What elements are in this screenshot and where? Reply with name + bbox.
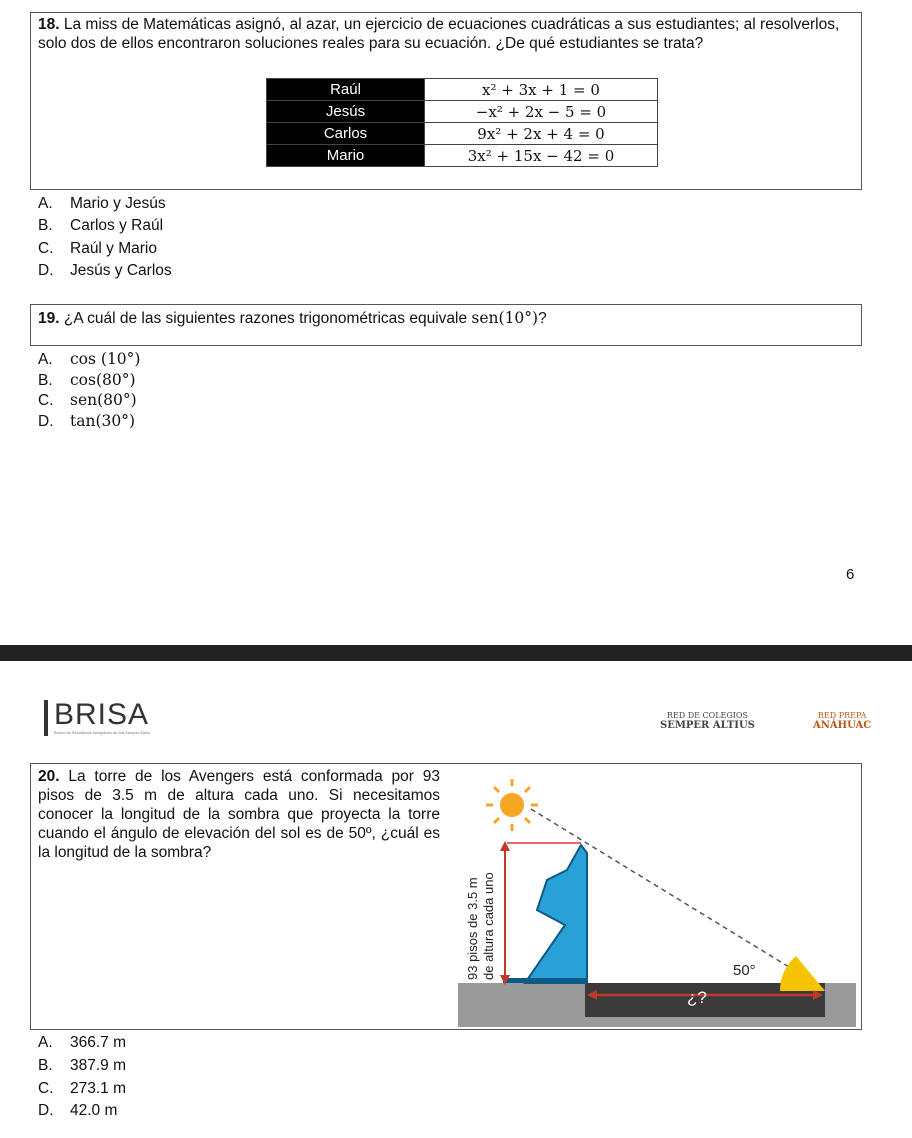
q18-option-b[interactable] bbox=[38, 216, 163, 236]
option-letter: D. bbox=[38, 262, 54, 279]
option-letter: D. bbox=[38, 1102, 54, 1119]
q18-number: 18. bbox=[38, 16, 60, 33]
anahuac-top: RED PREPA bbox=[817, 711, 867, 720]
table-row bbox=[267, 145, 658, 167]
option-text: 387.9 m bbox=[70, 1057, 127, 1074]
option-letter: C. bbox=[38, 392, 54, 409]
q19-number: 19. bbox=[38, 310, 60, 327]
option-letter: A. bbox=[38, 1034, 53, 1051]
q20-option-c[interactable] bbox=[38, 1079, 126, 1099]
q19-option-a[interactable] bbox=[38, 349, 140, 370]
option-letter: A. bbox=[38, 195, 53, 212]
q19-option-b[interactable] bbox=[38, 370, 136, 391]
angle-label: 50° bbox=[733, 962, 756, 979]
option-text: cos (10°) bbox=[70, 350, 141, 368]
semper-altius-logo bbox=[660, 712, 755, 731]
option-text: Mario y Jesús bbox=[70, 195, 166, 212]
q18-question bbox=[38, 15, 860, 53]
brisa-logo-text: BRISA bbox=[54, 698, 150, 731]
q19-text-after: ? bbox=[538, 310, 547, 327]
table-row bbox=[267, 123, 658, 145]
q20-number: 20. bbox=[38, 768, 60, 785]
tower-shadow-figure bbox=[455, 765, 859, 1028]
student-name: Raúl bbox=[267, 79, 425, 101]
anahuac-logo bbox=[813, 712, 871, 731]
q20-text: La torre de los Avengers está conformada por 93 pisos de 3.5 m de altura cada uno. Si necesitamos conocer la longitud de la sombra que proyecta la torre cuando el ángulo de elevación del sol es de 50º, ¿cuál es la longitud de la sombra? bbox=[38, 768, 440, 861]
option-text: cos(80°) bbox=[70, 371, 136, 389]
q20-option-a[interactable] bbox=[38, 1033, 126, 1053]
tower bbox=[525, 845, 587, 983]
brisa-logo-tagline: Bosco de Resultados Integrados de Ala Semper Altius bbox=[54, 730, 150, 735]
option-text: tan(30°) bbox=[70, 412, 136, 430]
option-letter: B. bbox=[38, 217, 53, 234]
unknown-label: ¿? bbox=[687, 988, 707, 1007]
brisa-logo-bar bbox=[44, 700, 48, 736]
page-number: 6 bbox=[846, 566, 855, 583]
option-text: 273.1 m bbox=[70, 1080, 127, 1097]
height-label-line2: de altura cada uno bbox=[481, 872, 496, 980]
q18-option-c[interactable] bbox=[38, 239, 157, 259]
option-text: sen(80°) bbox=[70, 391, 137, 409]
q19-option-d[interactable] bbox=[38, 411, 135, 432]
page-separator bbox=[0, 645, 912, 661]
option-letter: A. bbox=[38, 351, 53, 368]
q18-equation-table bbox=[266, 78, 658, 167]
sun-icon bbox=[500, 793, 524, 817]
option-letter: B. bbox=[38, 1057, 53, 1074]
student-equation: 9x² + 2x + 4 = 0 bbox=[425, 123, 658, 145]
option-letter: D. bbox=[38, 413, 54, 430]
option-text: 42.0 m bbox=[70, 1102, 118, 1119]
student-equation: x² + 3x + 1 = 0 bbox=[425, 79, 658, 101]
angle-marker bbox=[780, 956, 825, 991]
q20-question bbox=[38, 767, 440, 862]
student-equation: −x² + 2x − 5 = 0 bbox=[425, 101, 658, 123]
table-row bbox=[267, 79, 658, 101]
tower-base bbox=[503, 978, 587, 983]
option-letter: B. bbox=[38, 372, 53, 389]
student-equation: 3x² + 15x − 42 = 0 bbox=[425, 145, 658, 167]
table-row bbox=[267, 101, 658, 123]
semper-altius-top: RED DE COLEGIOS bbox=[666, 711, 748, 720]
anahuac-main: ANÁHUAC bbox=[813, 720, 872, 731]
option-text: Jesús y Carlos bbox=[70, 262, 172, 279]
height-label-line1: 93 pisos de 3.5 m bbox=[465, 877, 480, 980]
option-text: Raúl y Mario bbox=[70, 240, 157, 257]
student-name: Mario bbox=[267, 145, 425, 167]
student-name: Jesús bbox=[267, 101, 425, 123]
q18-text: La miss de Matemáticas asignó, al azar, un ejercicio de ecuaciones cuadráticas a sus estudiantes; al resolverlos, solo dos de ellos encontraron soluciones reales para su ecuación. ¿De qué estudiantes se trata? bbox=[38, 16, 840, 52]
q19-option-c[interactable] bbox=[38, 390, 137, 411]
option-letter: C. bbox=[38, 240, 54, 257]
q18-option-d[interactable] bbox=[38, 261, 172, 281]
option-letter: C. bbox=[38, 1080, 54, 1097]
q18-option-a[interactable] bbox=[38, 194, 166, 214]
q19-text-before: ¿A cuál de las siguientes razones trigonométricas equivale bbox=[63, 310, 472, 327]
semper-altius-main: SEMPER ALTIUS bbox=[660, 720, 755, 731]
option-text: 366.7 m bbox=[70, 1034, 127, 1051]
q20-option-b[interactable] bbox=[38, 1056, 126, 1076]
option-text: Carlos y Raúl bbox=[70, 217, 164, 234]
q19-question bbox=[38, 309, 547, 328]
q20-option-d[interactable] bbox=[38, 1101, 117, 1121]
q19-math: sen(10°) bbox=[471, 309, 539, 327]
student-name: Carlos bbox=[267, 123, 425, 145]
